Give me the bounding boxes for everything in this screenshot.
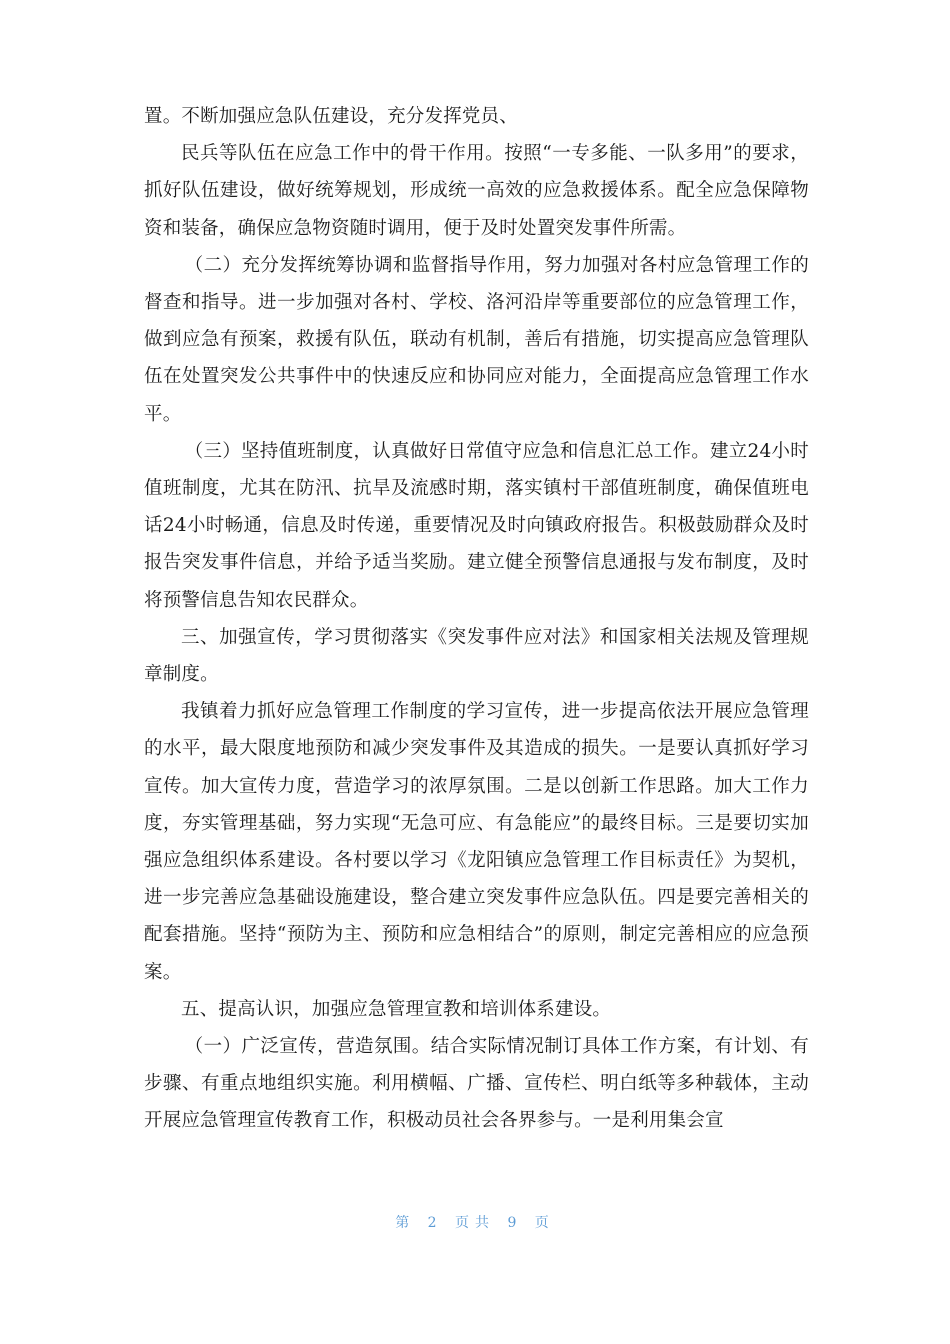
paragraph-section-2: （二）充分发挥统筹协调和监督指导作用，努力加强对各村应急管理工作的督查和指导。进一步加强对各村、学校、洛河沿岸等重要部位的应急管理工作，做到应急有预案，救援有队伍，联动有机制，善后有措施，切实提高应急管理队伍在处置突发公共事件中的快速反应和协同应对能力，全面提高应急管理工作水平。	[144, 254, 809, 425]
heading-publicity: 三、加强宣传，学习贯彻落实《突发事件应对法》和国家相关法规及管理规章制度。	[144, 626, 809, 686]
paragraph-section-3: （三）坚持值班制度，认真做好日常值守应急和信息汇总工作。建立24小时值班制度，尤其在防汛、抗旱及流感时期，落实镇村干部值班制度，确保值班电话24小时畅通，信息及时传递，重要情况及时向镇政府报告。积极鼓励群众及时报告突发事件信息，并给予适当奖励。建立健全预警信息通报与发布制度，及时将预警信息告知农民群众。	[144, 440, 809, 611]
paragraph-study-promotion: 我镇着力抓好应急管理工作制度的学习宣传，进一步提高依法开展应急管理的水平，最大限度地预防和减少突发事件及其造成的损失。一是要认真抓好学习宣传。加大宣传力度，营造学习的浓厚氛围。二是以创新工作思路。加大工作力度，夯实管理基础，努力实现“无急可应、有急能应”的最终目标。三是要切实加强应急组织体系建设。各村要以学习《龙阳镇应急管理工作目标责任》为契机，进一步完善应急基础设施建设，整合建立突发事件应急队伍。四是要完善相关的配套措施。坚持“预防为主、预防和应急相结合”的原则，制定完善相应的应急预案。	[144, 701, 809, 983]
heading-awareness: 五、提高认识，加强应急管理宣教和培训体系建设。	[181, 998, 612, 1020]
page-number: 第 2 页共 9 页	[395, 1215, 555, 1231]
paragraph-publicity-atmosphere: （一）广泛宣传，营造氛围。结合实际情况制订具体工作方案，有计划、有步骤、有重点地组织实施。利用横幅、广播、宣传栏、明白纸等多种载体，主动开展应急管理宣传教育工作，积极动员社会各界参与。一是利用集会宣	[144, 1036, 809, 1132]
document-body	[144, 98, 809, 1140]
paragraph-team-building: 民兵等队伍在应急工作中的骨干作用。按照“一专多能、一队多用”的要求，抓好队伍建设，做好统筹规划，形成统一高效的应急救援体系。配全应急保障物资和装备，确保应急物资随时调用，便于及时处置突发事件所需。	[144, 143, 809, 239]
paragraph-continuation: 置。不断加强应急队伍建设，充分发挥党员、	[144, 106, 519, 127]
